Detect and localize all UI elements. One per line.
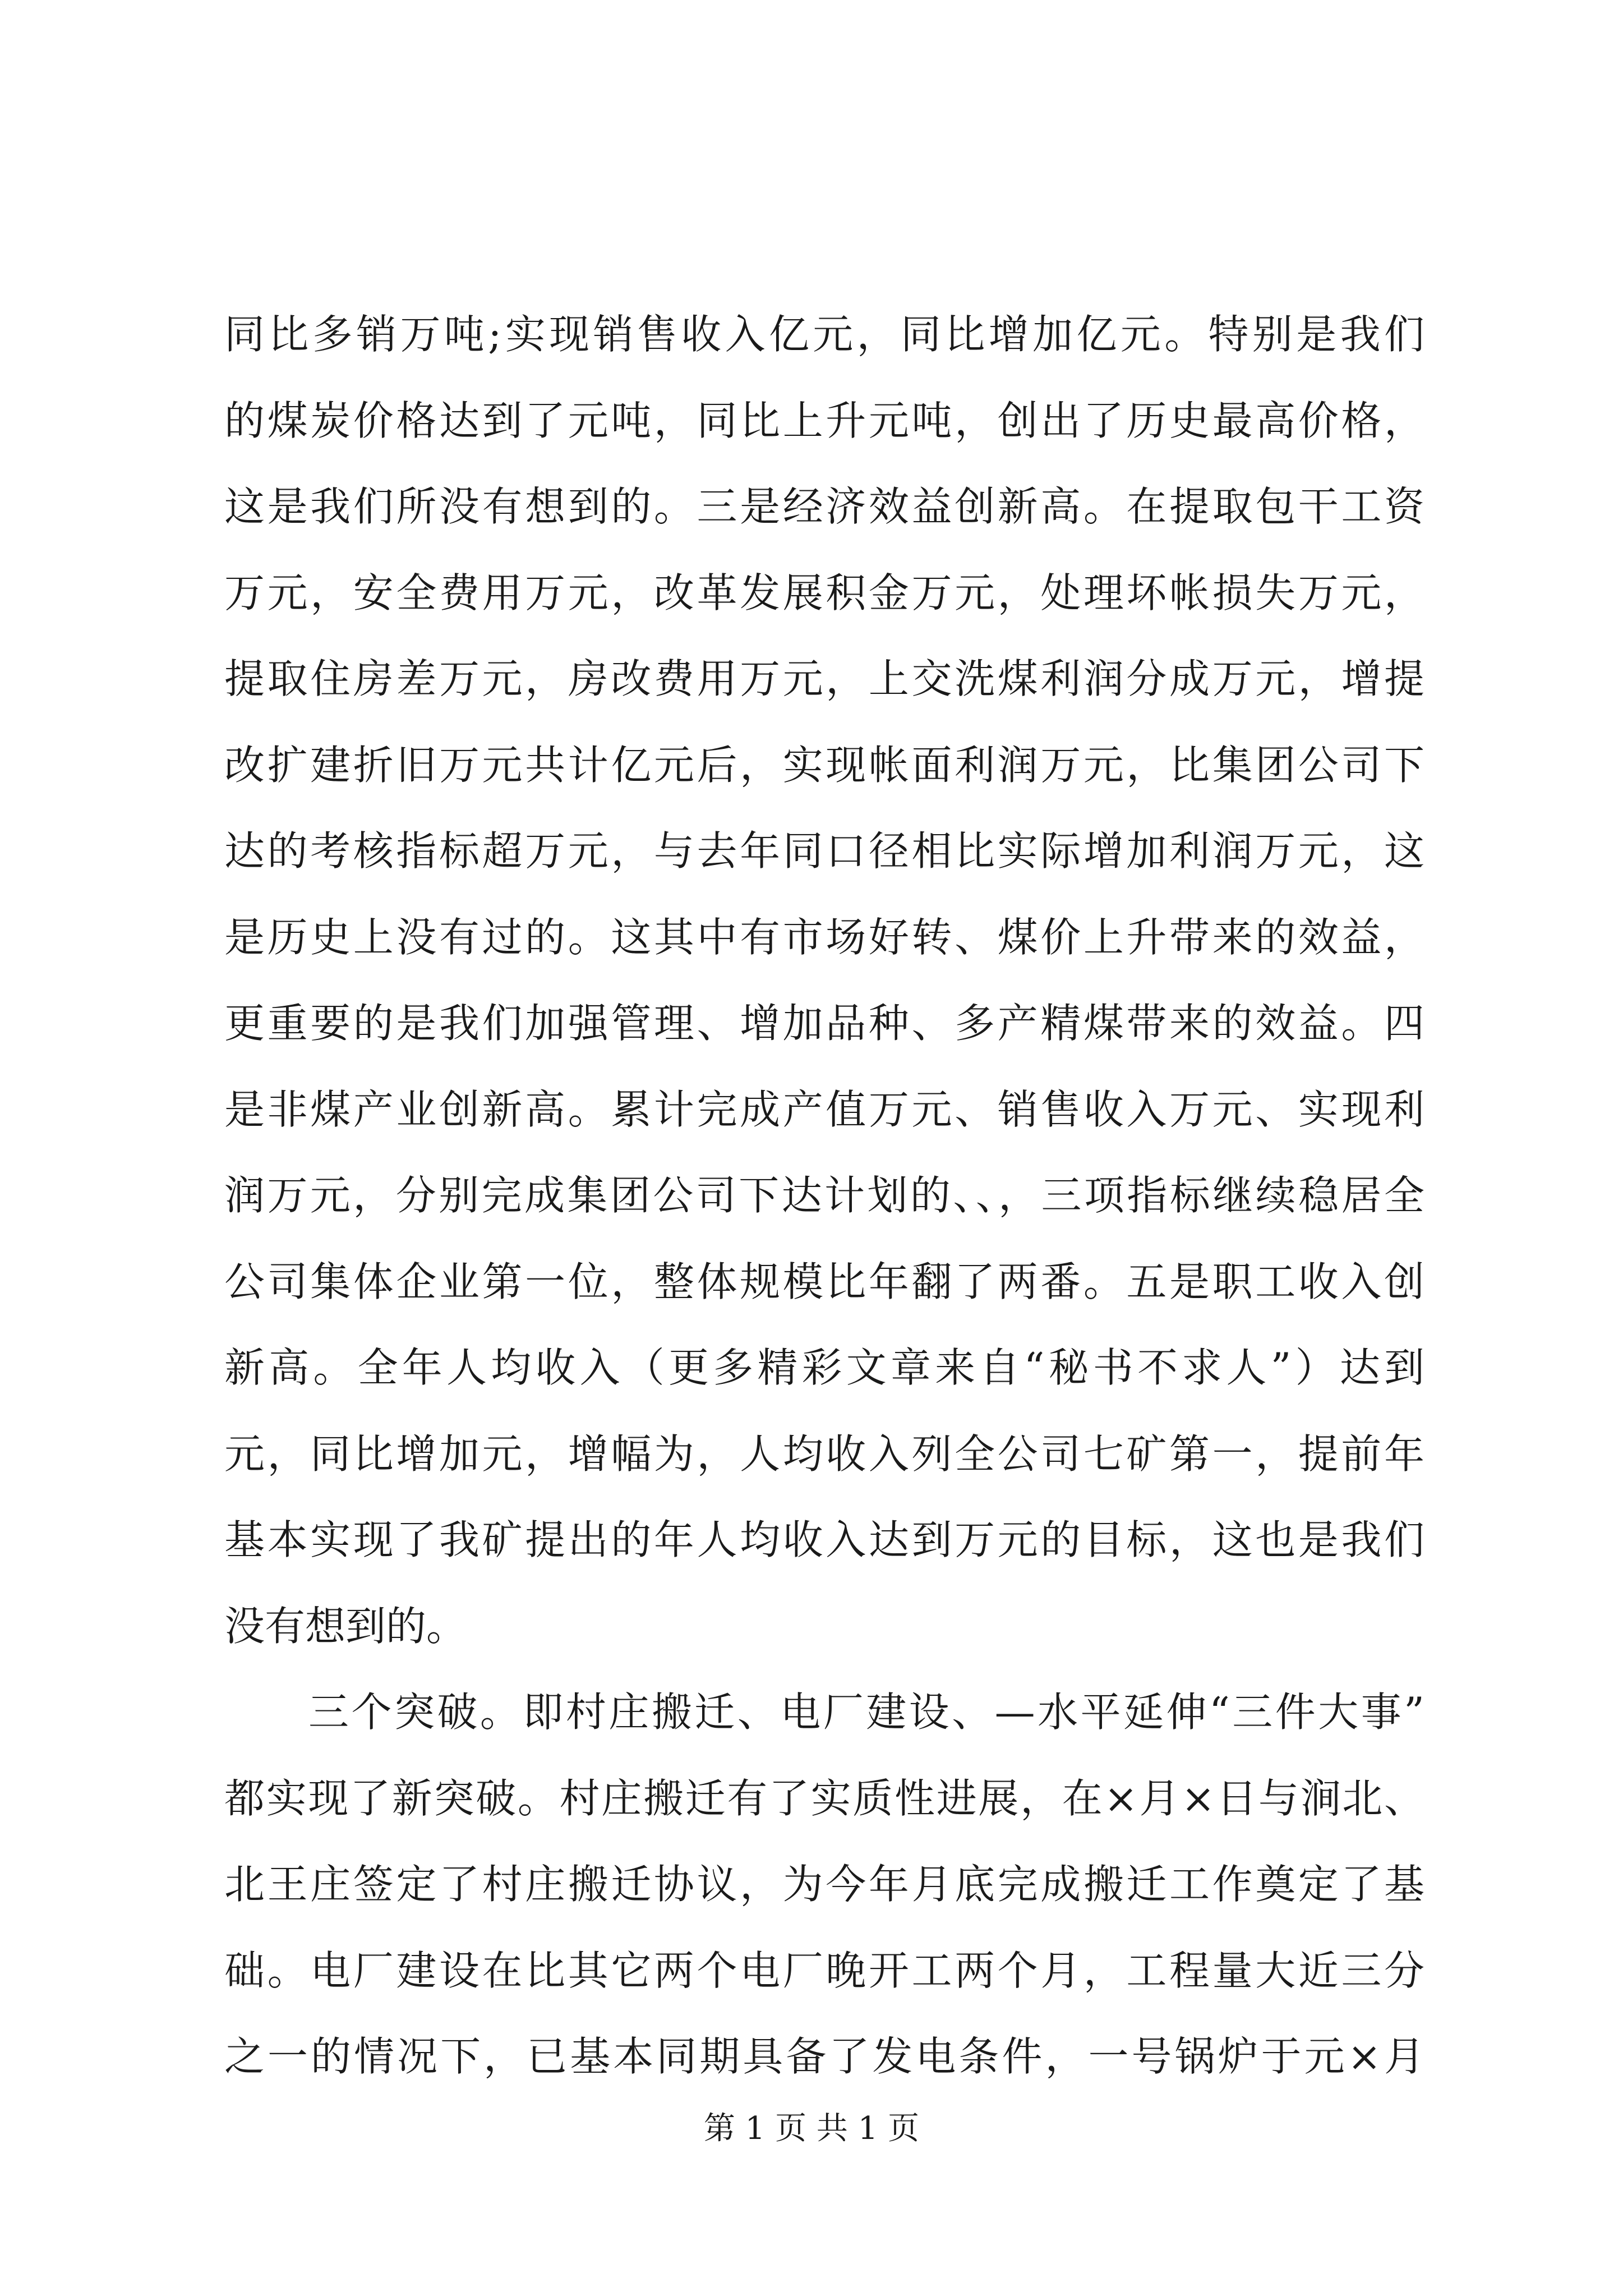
document-body	[224, 292, 1424, 2100]
text-line: 是非煤产业创新高。累计完成产值万元、销售收入万元、实现利	[224, 1085, 1424, 1133]
text-line: 润万元，分别完成集团公司下达计划的、、，三项指标继续稳居全	[224, 1172, 1424, 1219]
text-line: 达的考核指标超万元，与去年同口径相比实际增加利润万元，这	[224, 827, 1424, 875]
text-line: 是历史上没有过的。这其中有市场好转、煤价上升带来的效益，	[224, 913, 1424, 961]
text-line: 都实现了新突破。村庄搬迁有了实质性进展，在×月×日与涧北、	[224, 1774, 1424, 1822]
text-line: 这是我们所没有想到的。三是经济效益创新高。在提取包干工资	[224, 483, 1424, 530]
text-line: 础。电厂建设在比其它两个电厂晚开工两个月，工程量大近三分	[224, 1947, 1424, 1994]
text-line: 改扩建折旧万元共计亿元后，实现帐面利润万元，比集团公司下	[224, 741, 1424, 789]
paragraph-first-line: 三个突破。即村庄搬迁、电厂建设、—水平延伸“三件大事”	[308, 1688, 1424, 1736]
text-line: 万元，安全费用万元，改革发展积金万元，处理坏帐损失万元，	[224, 569, 1424, 616]
text-line: 新高。全年人均收入（更多精彩文章来自“秘书不求人”）达到	[224, 1344, 1424, 1391]
page-footer: 第 1 页 共 1 页	[703, 2110, 920, 2147]
text-line: 北王庄签定了村庄搬迁协议，为今年月底完成搬迁工作奠定了基	[224, 1861, 1424, 1908]
text-line: 的煤炭价格达到了元吨，同比上升元吨，创出了历史最高价格，	[224, 397, 1424, 444]
text-line: 元，同比增加元，增幅为，人均收入列全公司七矿第一，提前年	[224, 1430, 1424, 1478]
text-line: 没有想到的。	[224, 1602, 467, 1650]
text-line: 公司集体企业第一位，整体规模比年翻了两番。五是职工收入创	[224, 1258, 1424, 1305]
text-line: 同比多销万吨;实现销售收入亿元，同比增加亿元。特别是我们	[224, 311, 1424, 358]
text-line: 更重要的是我们加强管理、增加品种、多产精煤带来的效益。四	[224, 1000, 1424, 1047]
text-line: 之一的情况下，已基本同期具备了发电条件，一号锅炉于元×月	[224, 2033, 1424, 2080]
text-line: 提取住房差万元，房改费用万元，上交洗煤利润分成万元，增提	[224, 655, 1424, 702]
text-line: 基本实现了我矿提出的年人均收入达到万元的目标，这也是我们	[224, 1516, 1424, 1563]
